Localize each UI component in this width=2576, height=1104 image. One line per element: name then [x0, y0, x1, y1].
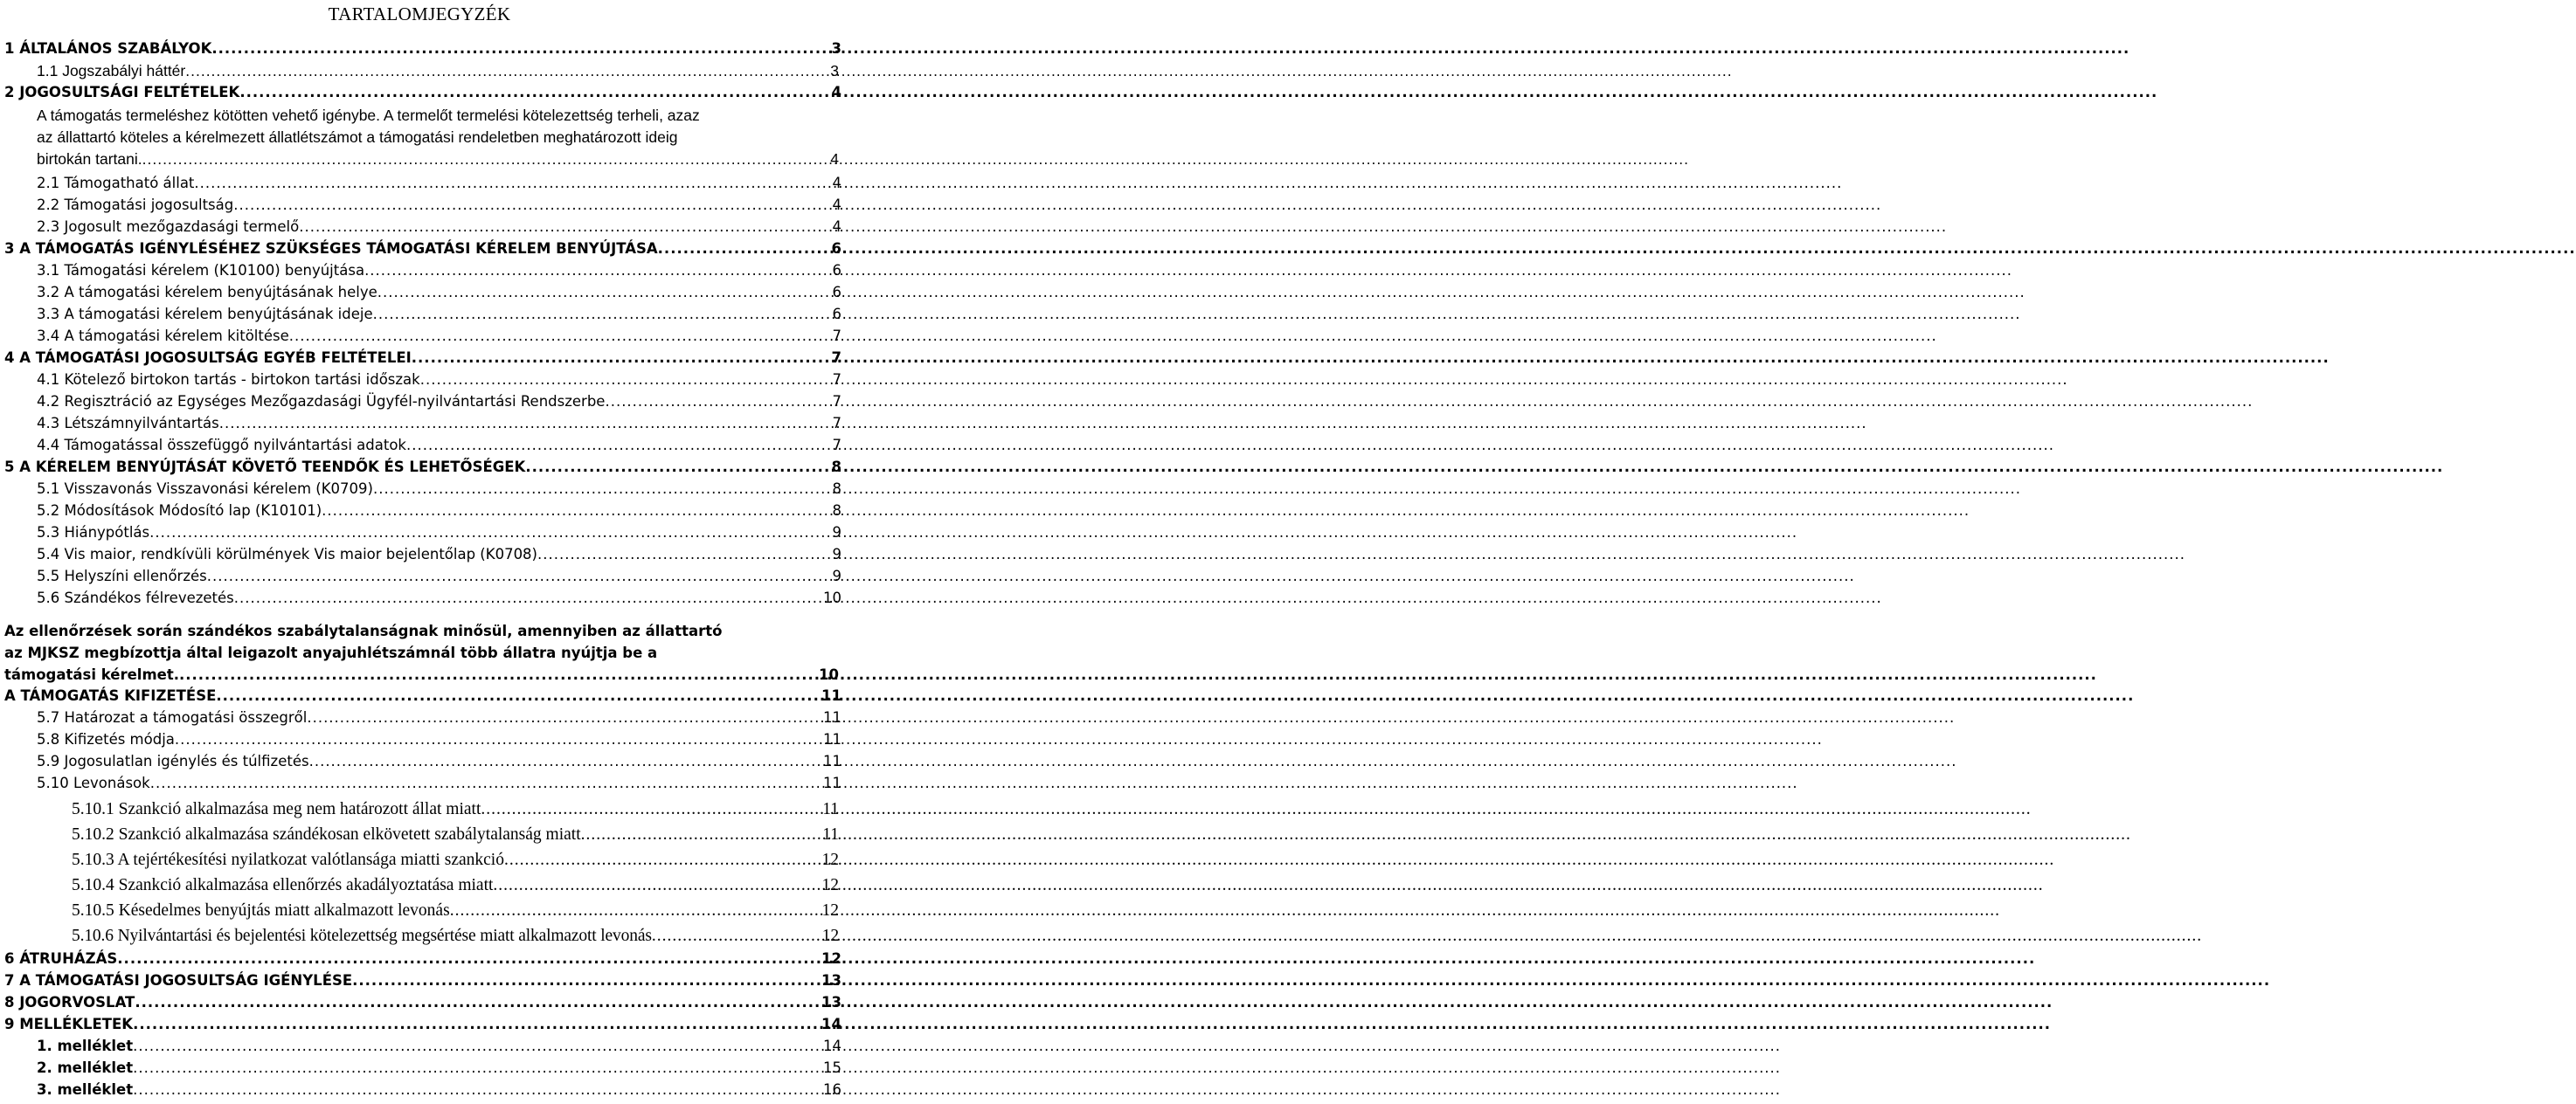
toc-page-number: 12: [821, 950, 841, 967]
toc-page-number: 10: [819, 666, 839, 683]
toc-page-number: 3: [830, 62, 839, 79]
toc-entry[interactable]: [72, 823, 839, 847]
toc-entry[interactable]: [72, 924, 839, 949]
toc-entry-text: 5.10 Levonások: [37, 775, 150, 791]
toc-entry[interactable]: [37, 370, 841, 391]
toc-entry-text: 8 JOGORVOSLAT: [4, 994, 135, 1011]
toc-page-number: 6: [832, 306, 841, 322]
toc-entry-text: 5.10.2 Szankció alkalmazása szándékosan elkövetett szabálytalanság miatt: [72, 825, 581, 844]
toc-page-number: 12: [821, 876, 839, 894]
toc-entry[interactable]: [4, 39, 841, 60]
toc-page-number: 8: [832, 480, 841, 497]
toc-entry-text: 1.1 Jogszabályi háttér: [37, 62, 186, 79]
toc-page-number: 7: [832, 393, 841, 410]
toc-entry-text: 2 JOGOSULTSÁGI FELTÉTELEK: [4, 84, 240, 100]
toc-entry-text: 2.2 Támogatási jogosultság: [37, 197, 234, 213]
toc-entry-text-line: A támogatás termeléshez kötötten vehető igénybe. A termelőt termelési kötelezettség terheli, azaz: [37, 107, 700, 124]
toc-entry-text: 4.1 Kötelező birtokon tartás - birtokon tartási időszak: [37, 371, 420, 388]
toc-entry-multiline[interactable]: [37, 105, 839, 170]
toc-entry[interactable]: [37, 501, 841, 522]
toc-entry-text: 5.3 Hiánypótlás: [37, 524, 150, 541]
toc-page-number: 6: [832, 262, 841, 279]
toc-page-number: 11: [823, 709, 841, 726]
toc-entry[interactable]: [72, 797, 839, 822]
toc-page-number: 14: [823, 1038, 841, 1054]
toc-entry-text: 1 ÁLTALÁNOS SZABÁLYOK: [4, 40, 212, 57]
toc-entry[interactable]: [37, 730, 841, 751]
toc-page-number: 12: [821, 927, 839, 945]
toc-page-number: 11: [822, 800, 839, 818]
toc-entry-text: 4.3 Létszámnyilvántartás: [37, 415, 219, 431]
toc-entry[interactable]: [37, 1059, 841, 1080]
toc-page-number: 8: [832, 502, 841, 519]
toc-entry-text: 5.7 Határozat a támogatási összegről: [37, 709, 308, 726]
toc-page-number: 12: [821, 851, 839, 869]
toc-entry-text: 6 ÁTRUHÁZÁS: [4, 950, 118, 967]
toc-entry-text: 2.3 Jogosult mezőgazdasági termelő: [37, 218, 300, 235]
toc-entry-text: 5.5 Helyszíni ellenőrzés: [37, 568, 207, 584]
toc-entry[interactable]: [37, 480, 841, 500]
toc-page-number: 4: [832, 218, 841, 235]
toc-entry[interactable]: [37, 1080, 841, 1101]
toc-page-number: 7: [832, 415, 841, 431]
toc-entry[interactable]: [72, 899, 839, 923]
toc-entry[interactable]: [37, 523, 841, 544]
toc-page-number: 8: [831, 459, 841, 475]
toc-entry[interactable]: [37, 61, 839, 82]
toc-page-number: 7: [832, 371, 841, 388]
toc-entry[interactable]: [37, 774, 841, 795]
toc-entry-text: 4 A TÁMOGATÁSI JOGOSULTSÁG EGYÉB FELTÉTELEI: [4, 349, 412, 366]
toc-page-number: 11: [821, 687, 841, 704]
toc-entry[interactable]: [37, 261, 841, 282]
toc-entry[interactable]: [37, 708, 841, 729]
toc-entry[interactable]: [4, 458, 841, 479]
toc-entry-text: 5.2 Módosítások Módosító lap (K10101): [37, 502, 322, 519]
toc-entry-text: 5.10.5 Késedelmes benyújtás miatt alkalmazott levonás: [72, 901, 450, 920]
toc-entry-text: 3 A TÁMOGATÁS IGÉNYLÉSÉHEZ SZÜKSÉGES TÁMOGATÁSI KÉRELEM BENYÚJTÁSA: [4, 240, 658, 257]
toc-entry-text: 7 A TÁMOGATÁSI JOGOSULTSÁG IGÉNYLÉSE: [4, 972, 353, 989]
toc-page-number: 15: [823, 1059, 841, 1076]
toc-page-number: 7: [832, 328, 841, 344]
toc-entry[interactable]: [37, 545, 841, 566]
toc-page-number: 11: [823, 775, 841, 791]
toc-entry-text: 4.2 Regisztráció az Egységes Mezőgazdasági Ügyfél-nyilvántartási Rendszerbe: [37, 393, 606, 410]
toc-entry-text: 5.10.4 Szankció alkalmazása ellenőrzés akadályoztatása miatt: [72, 876, 494, 894]
toc-page-number: 12: [821, 901, 839, 920]
toc-entry[interactable]: [37, 1037, 841, 1058]
toc-entry-text: 3.3 A támogatási kérelem benyújtásának ideje: [37, 306, 373, 322]
page-title: TARTALOMJEGYZÉK: [328, 3, 511, 24]
toc-entry-text: 3.1 Támogatási kérelem (K10100) benyújtása: [37, 262, 365, 279]
toc-entry-text: 5.10.1 Szankció alkalmazása meg nem határozott állat miatt: [72, 800, 481, 818]
toc-entry-text: 3.4 A támogatási kérelem kitöltése: [37, 328, 289, 344]
toc-entry[interactable]: [37, 327, 841, 348]
toc-entry[interactable]: [4, 1015, 841, 1036]
toc-page-number: 4: [830, 150, 839, 168]
toc-entry[interactable]: [37, 436, 841, 457]
toc-entry-text: 3. melléklet: [37, 1081, 134, 1098]
toc-entry-text: 4.4 Támogatással összefüggő nyilvántartási adatok: [37, 437, 406, 453]
toc-entry-text: 5.9 Jogosulatlan igénylés és túlfizetés: [37, 753, 309, 769]
toc-entry-text: 1. melléklet: [37, 1038, 134, 1054]
toc-entry[interactable]: [37, 589, 841, 610]
toc-entry-text-line: Az ellenőrzések során szándékos szabálytalanságnak minősül, amennyiben az állattartó: [4, 623, 723, 639]
toc-entry[interactable]: [37, 217, 841, 238]
toc-entry-text: 9 MELLÉKLETEK: [4, 1016, 134, 1032]
toc-entry-text-line: az állattartó köteles a kérelmezett állatlétszámot a támogatási rendeletben meghatározott ideig: [37, 128, 678, 146]
toc-page-number: 13: [821, 972, 841, 989]
toc-entry[interactable]: [4, 687, 841, 707]
toc-entry-text: 2. melléklet: [37, 1059, 134, 1076]
toc-entry-text-line: az MJKSZ megbízottja által leigazolt anyajuhlétszámnál több állatra nyújtja be a: [4, 645, 658, 661]
toc-entry-text: támogatási kérelmet.: [4, 666, 179, 683]
toc-entry[interactable]: [72, 873, 839, 898]
toc-entry-text: A TÁMOGATÁS KIFIZETÉSE: [4, 687, 217, 704]
toc-entry[interactable]: [37, 414, 841, 435]
toc-page-number: 13: [821, 994, 841, 1011]
toc-entry[interactable]: [37, 174, 841, 195]
toc-page-number: 7: [832, 437, 841, 453]
toc-page-number: 11: [823, 731, 841, 748]
toc-entry-text: 5.4 Vis maior, rendkívüli körülmények Vis maior bejelentőlap (K0708): [37, 546, 537, 562]
toc-page-number: 6: [831, 240, 841, 257]
toc-page-number: 3: [831, 40, 841, 57]
toc-entry[interactable]: [37, 283, 841, 304]
toc-entry-text: 5 A KÉRELEM BENYÚJTÁSÁT KÖVETŐ TEENDŐK ÉS LEHETŐSÉGEK: [4, 459, 526, 475]
toc-entry[interactable]: [4, 348, 841, 369]
toc-entry[interactable]: [37, 567, 841, 588]
toc-page-number: 10: [823, 590, 841, 606]
toc-page-number: 16: [823, 1081, 841, 1098]
toc-page-number: 7: [831, 349, 841, 366]
toc-entry-multiline[interactable]: [4, 620, 841, 686]
toc-page-number: 14: [821, 1016, 841, 1032]
toc-entry[interactable]: [4, 993, 841, 1014]
toc-page-number: 9: [832, 568, 841, 584]
toc-entry-text: 3.2 A támogatási kérelem benyújtásának helye: [37, 284, 377, 300]
toc-entry[interactable]: [4, 239, 841, 260]
toc-page-number: 11: [822, 825, 839, 844]
toc-page-number: 4: [832, 197, 841, 213]
toc-page-number: 9: [832, 546, 841, 562]
toc-entry[interactable]: [37, 752, 841, 773]
toc-entry[interactable]: [4, 83, 841, 104]
toc-entry-text: 5.10.6 Nyilvántartási és bejelentési kötelezettség megsértése miatt alkalmazott levonás: [72, 927, 652, 945]
toc-entry[interactable]: [4, 949, 841, 970]
toc-entry[interactable]: [4, 971, 841, 992]
toc-page-number: 11: [823, 753, 841, 769]
toc-page-number: 4: [831, 84, 841, 100]
toc-entry-text: 5.8 Kifizetés módja: [37, 731, 175, 748]
toc-entry[interactable]: [37, 196, 841, 217]
toc-entry[interactable]: [72, 848, 839, 873]
toc-entry-text: 2.1 Támogatható állat: [37, 175, 195, 191]
toc-page-number: 9: [832, 524, 841, 541]
toc-entry-text: 5.10.3 A tejértékesítési nyilatkozat valótlansága miatti szankció: [72, 851, 504, 869]
toc-entry-text: 5.1 Visszavonás Visszavonási kérelem (K0709): [37, 480, 373, 497]
toc-entry-text: 5.6 Szándékos félrevezetés: [37, 590, 234, 606]
toc-entry[interactable]: [37, 392, 841, 413]
toc-entry-text: birtokán tartani.: [37, 150, 142, 168]
toc-entry[interactable]: [37, 305, 841, 326]
toc-page-number: 4: [832, 175, 841, 191]
toc-page-number: 6: [832, 284, 841, 300]
